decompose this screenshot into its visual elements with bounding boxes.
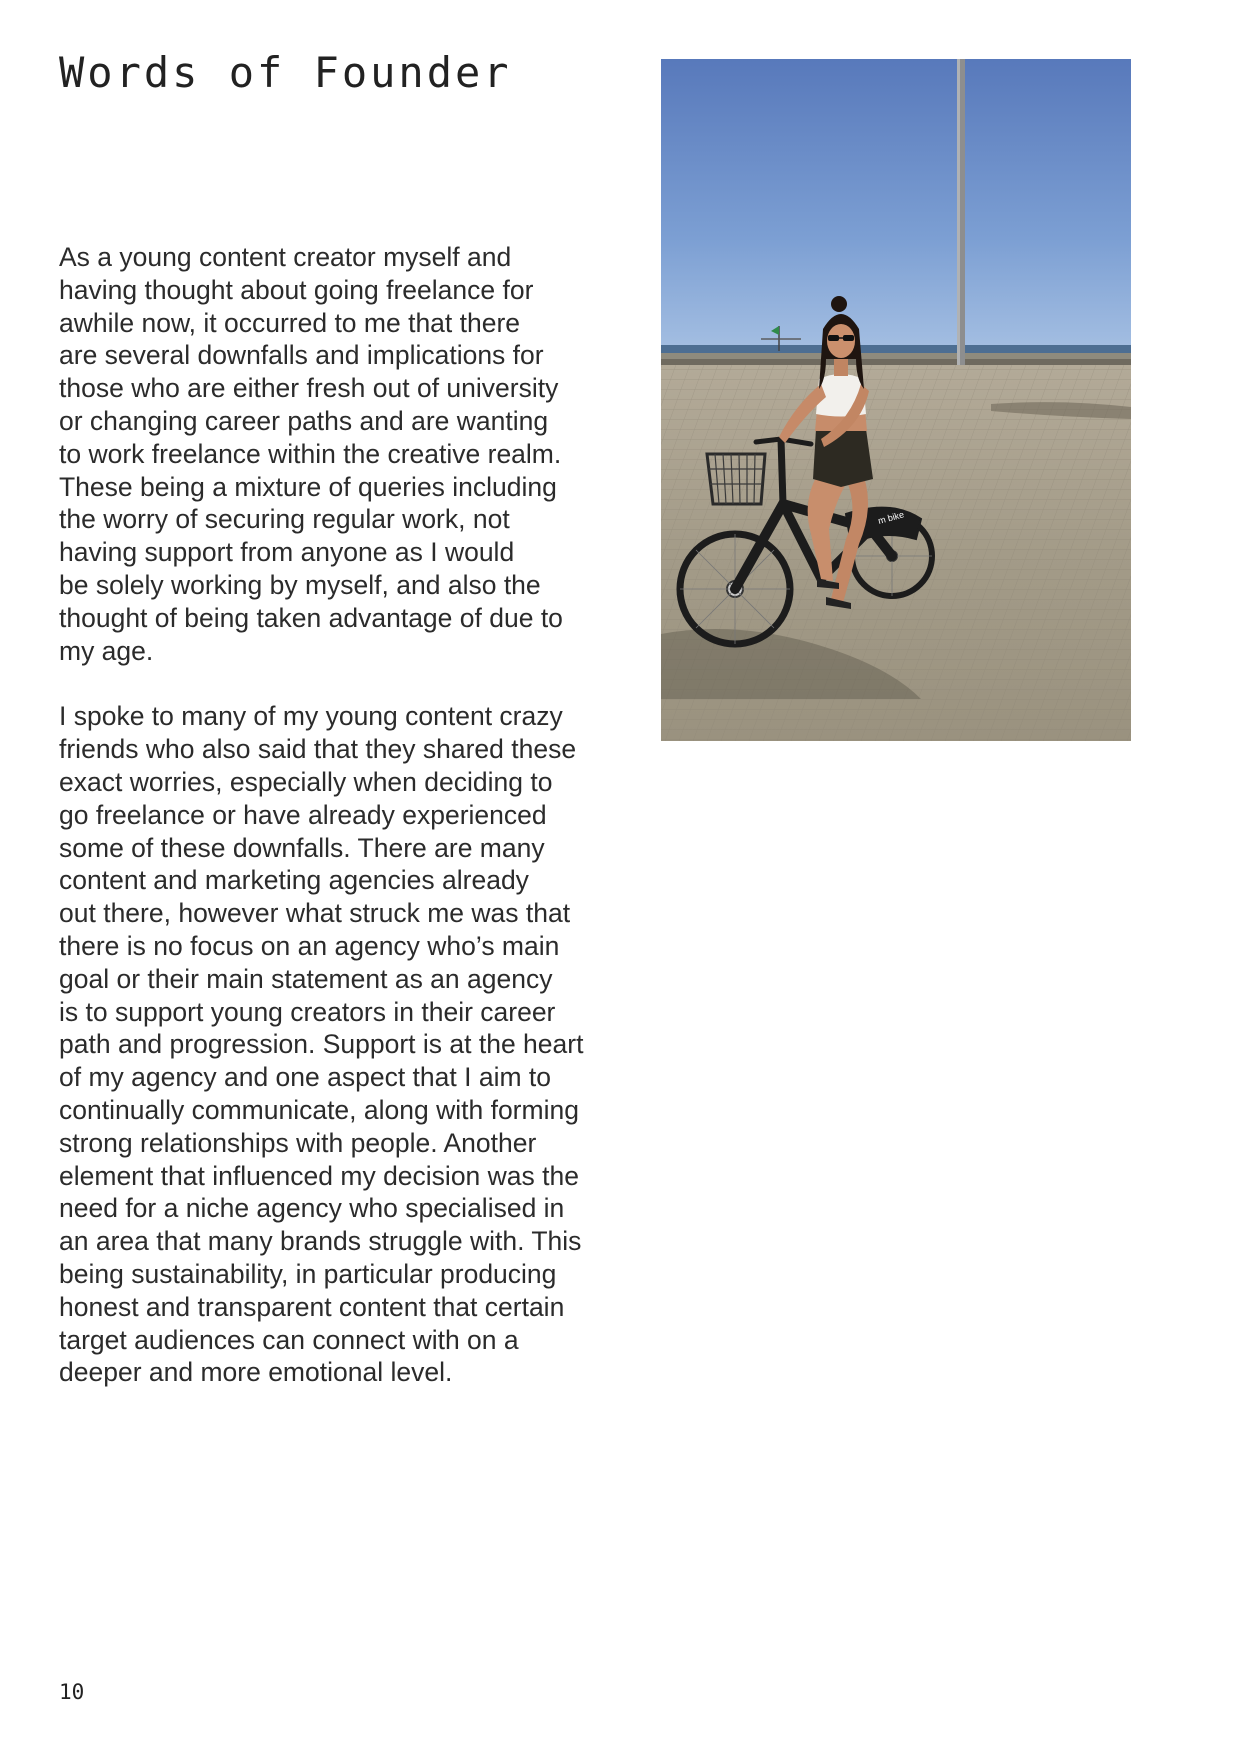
founder-photo — [661, 59, 1131, 741]
sea — [661, 345, 1131, 353]
sky — [661, 59, 1131, 359]
body-text — [59, 241, 629, 1422]
paragraph-2: I spoke to many of my young content crazy friends who also said that they shared these exact worries, especially when deciding to go freelance or have already experienced some of these downfalls. There are many content and marketing agencies already out there, however what struck me was that there is no focus on an agency who’s main goal or their main statement as an agency is to support young creators in their career path and progression. Support is at the heart of my agency and one aspect that I aim to continually communicate, along with forming strong relationships with people. Another element that influenced my decision was the need for a niche agency who specialised in an area that many brands struggle with. This being sustainability, in particular producing honest and transparent content that certain target audiences can connect with on a deeper and more emotional level. — [59, 701, 584, 1388]
paragraph-1: As a young content creator myself and having thought about going freelance for awhile now, it occurred to me that there are several downfalls and implications for those who are either fresh out of university or changing career paths and are wanting to work freelance within the creative realm. These being a mixture of queries including the worry of securing regular work, not having support from anyone as I would be solely working by myself, and also the thought of being taken advantage of due to my age. — [59, 242, 563, 666]
page-number: 10 — [59, 1680, 85, 1704]
bike-label: m bike — [876, 509, 906, 526]
page-title: Words of Founder — [59, 48, 512, 97]
